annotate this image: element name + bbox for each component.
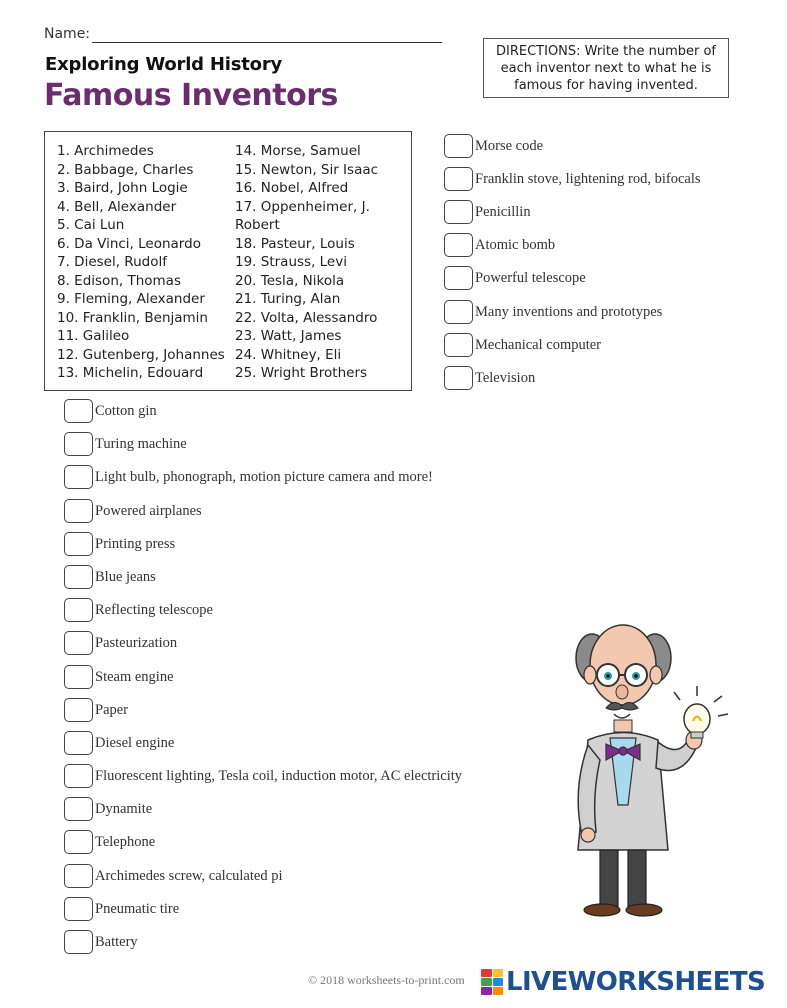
answer-label: Diesel engine <box>95 734 175 751</box>
answer-row <box>64 399 157 423</box>
inventor-item: 1. Archimedes <box>57 143 154 159</box>
name-line <box>92 42 442 43</box>
inventor-item: 19. Strauss, Levi <box>235 254 347 270</box>
logo-blocks-icon <box>481 969 503 995</box>
answer-row <box>64 565 156 589</box>
inventor-list <box>44 131 412 391</box>
answer-input-box[interactable] <box>64 830 93 854</box>
answer-input-box[interactable] <box>64 565 93 589</box>
name-label: Name: <box>44 26 91 42</box>
inventor-item: 24. Whitney, Eli <box>235 346 342 363</box>
inventor-item: 2. Babbage, Charles <box>57 161 194 178</box>
inventor-item: 8. Edison, Thomas <box>57 272 181 289</box>
answer-input-box[interactable] <box>64 797 93 821</box>
inventor-item: 17. Oppenheimer, J. Robert <box>235 198 370 233</box>
answer-label: Pneumatic tire <box>95 900 180 917</box>
answer-label: Television <box>475 369 536 386</box>
answer-row <box>64 465 433 489</box>
answer-row <box>64 797 152 821</box>
inventor-item: 10. Franklin, Benjamin <box>57 309 208 326</box>
answer-label: Powerful telescope <box>475 269 586 286</box>
answer-label: Telephone <box>95 833 156 850</box>
inventor-item: 5. Cai Lun <box>57 217 125 233</box>
answer-input-box[interactable] <box>64 432 93 456</box>
inventor-item: 21. Turing, Alan <box>235 291 341 307</box>
answer-input-box[interactable] <box>64 665 93 689</box>
inventor-item: 20. Tesla, Nikola <box>235 272 345 289</box>
inventor-list-right-column <box>235 142 407 383</box>
answer-input-box[interactable] <box>64 764 93 788</box>
answer-row <box>64 631 177 655</box>
answer-label: Reflecting telescope <box>95 601 213 618</box>
answer-input-box[interactable] <box>444 266 473 290</box>
answer-row <box>64 665 174 689</box>
answer-input-box[interactable] <box>444 134 473 158</box>
inventor-list-left-column <box>57 142 237 383</box>
answer-row <box>444 333 601 357</box>
answer-label: Light bulb, phonograph, motion picture camera and more! <box>95 468 433 485</box>
answer-input-box[interactable] <box>444 233 473 257</box>
answer-row <box>444 366 535 390</box>
answer-label: Atomic bomb <box>475 236 556 253</box>
directions-box: DIRECTIONS: Write the number of each inventor next to what he is famous for having invented. <box>483 38 729 98</box>
answer-input-box[interactable] <box>444 366 473 390</box>
answer-label: Dynamite <box>95 800 153 817</box>
answer-label: Paper <box>95 701 129 718</box>
answer-input-box[interactable] <box>64 598 93 622</box>
answer-label: Many inventions and prototypes <box>475 303 663 320</box>
answer-label: Mechanical computer <box>475 336 602 353</box>
answer-input-box[interactable] <box>444 167 473 191</box>
answer-label: Pasteurization <box>95 634 178 651</box>
answer-input-box[interactable] <box>64 532 93 556</box>
copyright-text: © 2018 worksheets-to-print.com <box>308 973 465 987</box>
answer-row <box>64 499 202 523</box>
name-field <box>44 24 444 46</box>
answer-row <box>64 432 187 456</box>
inventor-item: 25. Wright Brothers <box>235 365 368 381</box>
answer-row <box>64 930 138 954</box>
answer-input-box[interactable] <box>64 499 93 523</box>
inventor-item: 11. Galileo <box>57 328 130 344</box>
inventor-item: 23. Watt, James <box>235 328 342 344</box>
answer-row <box>444 233 555 257</box>
answer-row <box>444 167 701 191</box>
inventor-item: 4. Bell, Alexander <box>57 198 177 215</box>
answer-input-box[interactable] <box>444 200 473 224</box>
logo-text: LIVEWORKSHEETS <box>506 967 766 997</box>
inventor-item: 15. Newton, Sir Isaac <box>235 161 379 178</box>
inventor-item: 18. Pasteur, Louis <box>235 235 355 252</box>
answer-label: Fluorescent lighting, Tesla coil, induction motor, AC electricity <box>95 767 463 784</box>
answer-input-box[interactable] <box>64 731 93 755</box>
answer-input-box[interactable] <box>64 930 93 954</box>
liveworksheets-logo[interactable] <box>481 965 765 999</box>
worksheet-subtitle: Exploring World History <box>45 54 283 75</box>
inventor-item: 14. Morse, Samuel <box>235 143 361 159</box>
answer-label: Penicillin <box>475 203 531 220</box>
inventor-item: 16. Nobel, Alfred <box>235 180 349 196</box>
answer-label: Powered airplanes <box>95 502 202 519</box>
answer-input-box[interactable] <box>444 333 473 357</box>
answer-row <box>444 134 543 158</box>
answer-label: Cotton gin <box>95 402 157 419</box>
inventor-item: 13. Michelin, Edouard <box>57 365 204 381</box>
inventor-item: 9. Fleming, Alexander <box>57 291 205 307</box>
answer-row <box>444 300 662 324</box>
answer-label: Morse code <box>475 137 544 154</box>
inventor-with-lightbulb-illustration <box>570 620 735 920</box>
inventor-item: 12. Gutenberg, Johannes <box>57 346 225 363</box>
inventor-item: 3. Baird, John Logie <box>57 180 188 196</box>
answer-label: Battery <box>95 933 138 950</box>
answer-row <box>64 731 174 755</box>
answer-label: Printing press <box>95 535 176 552</box>
inventor-item: 22. Volta, Alessandro <box>235 309 378 326</box>
answer-row <box>64 698 128 722</box>
answer-row <box>64 598 213 622</box>
answer-row <box>444 200 531 224</box>
answer-row <box>444 266 586 290</box>
answer-label: Steam engine <box>95 668 174 685</box>
inventor-illustration-svg <box>570 620 735 920</box>
answer-input-box[interactable] <box>64 864 93 888</box>
answer-input-box[interactable] <box>64 399 93 423</box>
answer-row <box>64 830 155 854</box>
answer-label: Franklin stove, lightening rod, bifocals <box>475 170 701 187</box>
answer-label: Archimedes screw, calculated pi <box>95 867 283 884</box>
answer-row <box>64 532 175 556</box>
answer-label: Blue jeans <box>95 568 156 585</box>
answer-input-box[interactable] <box>444 300 473 324</box>
answer-row <box>64 897 179 921</box>
answer-input-box[interactable] <box>64 897 93 921</box>
answer-label: Turing machine <box>95 435 187 452</box>
answer-input-box[interactable] <box>64 698 93 722</box>
worksheet-title: Famous Inventors <box>44 78 338 113</box>
inventor-item: 6. Da Vinci, Leonardo <box>57 235 201 252</box>
answer-row <box>64 864 282 888</box>
answer-input-box[interactable] <box>64 631 93 655</box>
answer-row <box>64 764 462 788</box>
inventor-item: 7. Diesel, Rudolf <box>57 254 167 270</box>
answer-input-box[interactable] <box>64 465 93 489</box>
